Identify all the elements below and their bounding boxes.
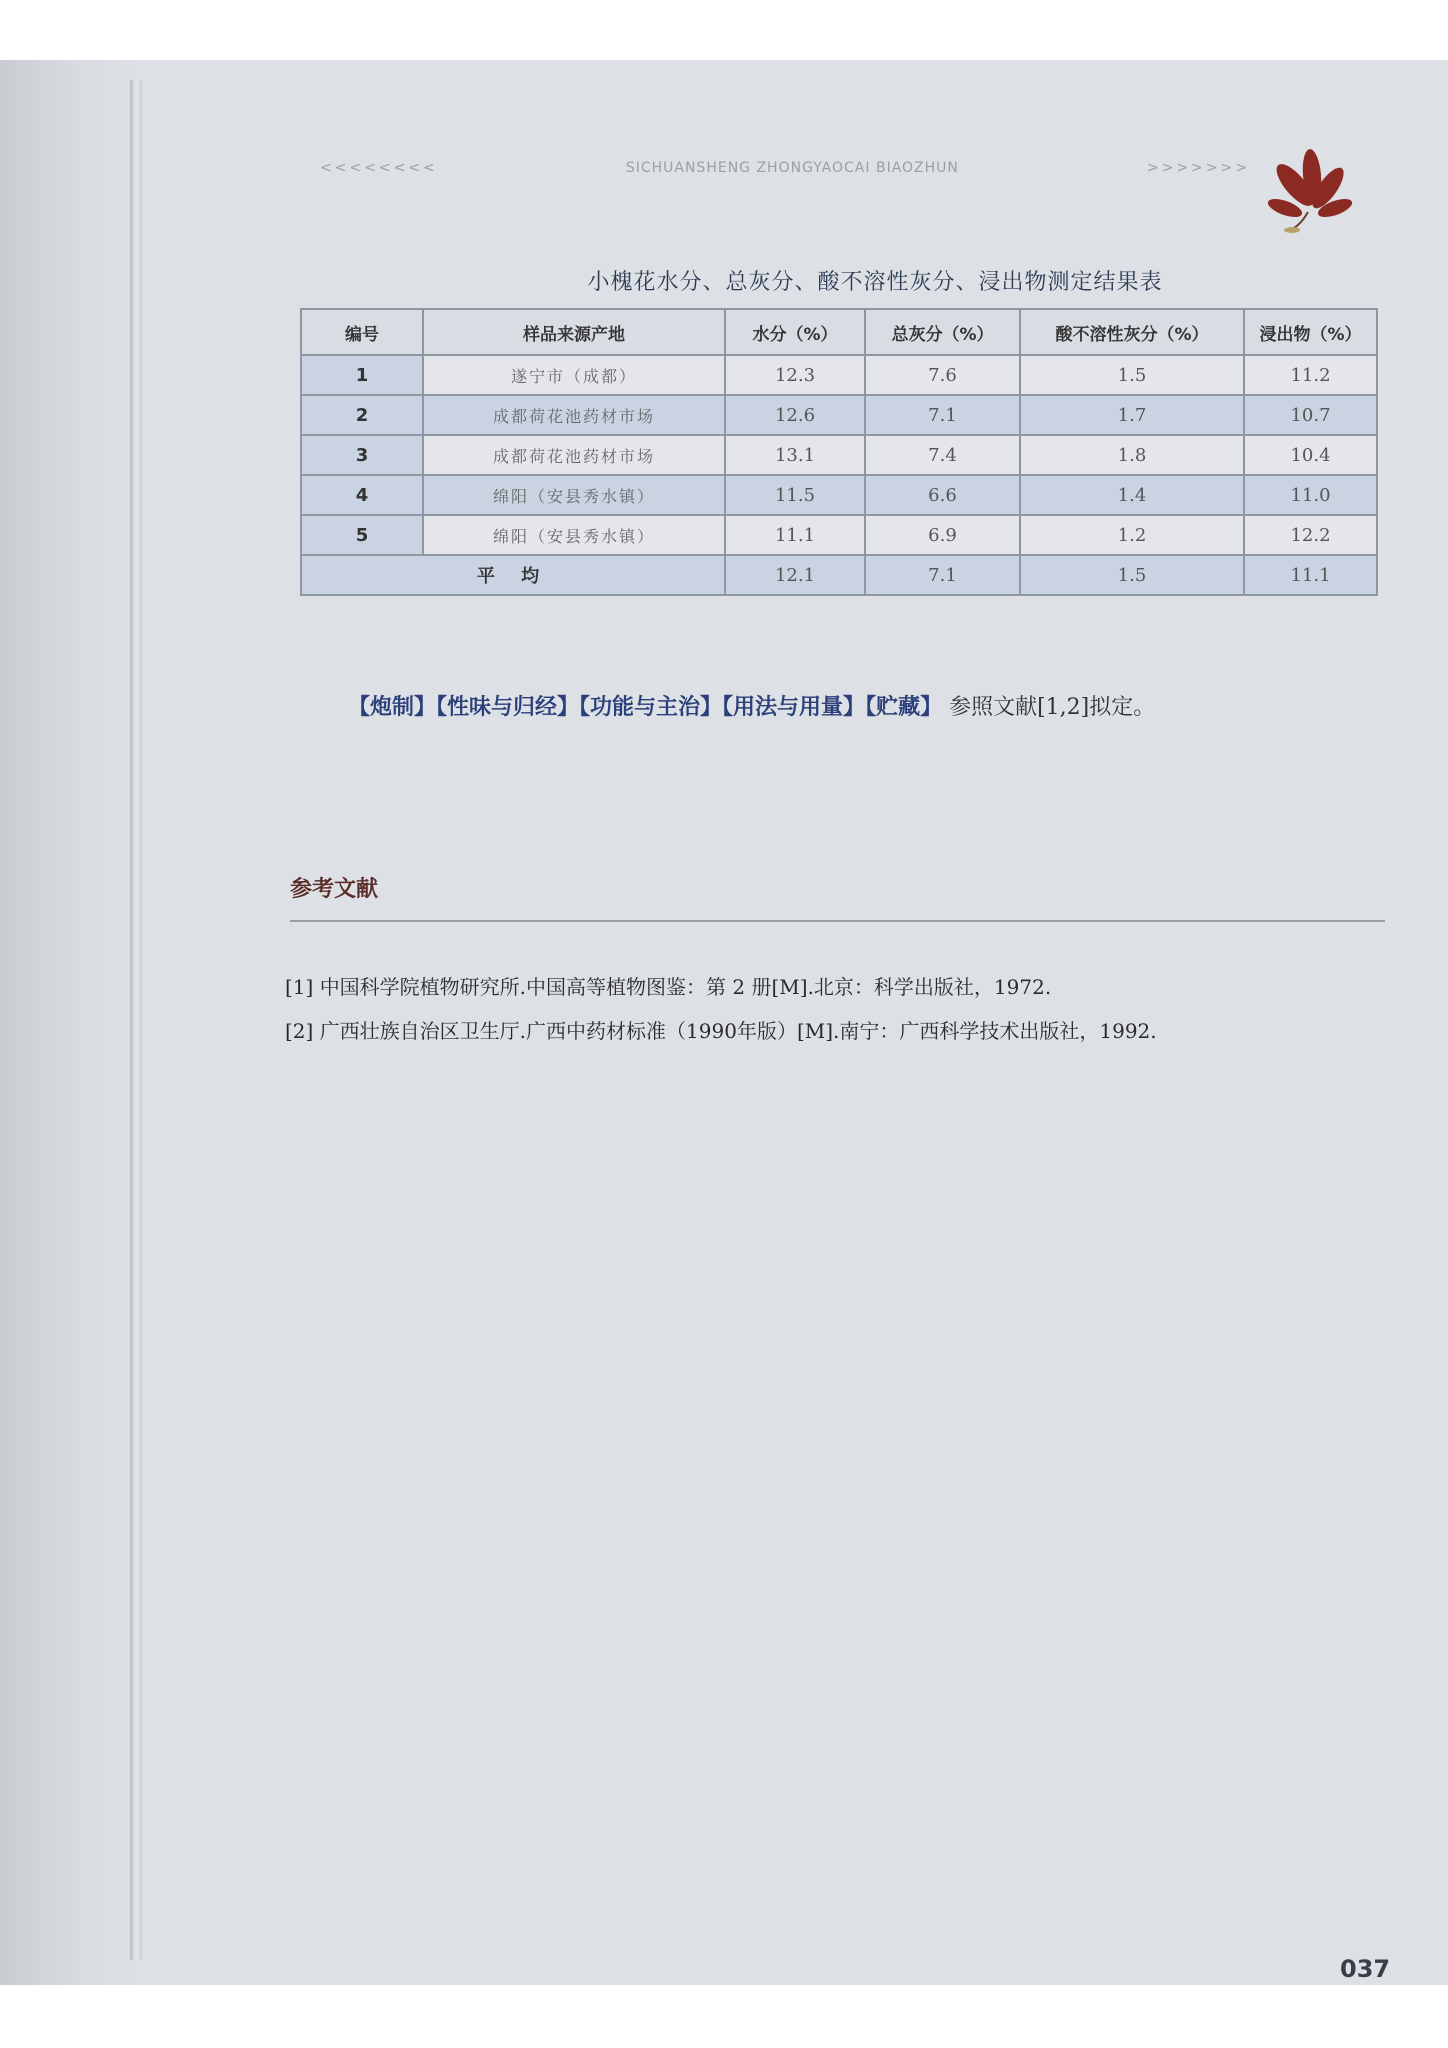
cell-extract: 10.4: [1244, 435, 1377, 475]
cell-extract: 12.2: [1244, 515, 1377, 555]
cell-acid-ash: 1.8: [1020, 435, 1244, 475]
cell-extract: 10.7: [1244, 395, 1377, 435]
page-left-margin: [0, 60, 140, 1985]
header-id: 编号: [301, 309, 423, 355]
processing-reference-note: 参照文献[1,2]拟定。: [949, 695, 1156, 720]
cell-moisture: 12.1: [725, 555, 865, 595]
cell-acid-ash: 1.2: [1020, 515, 1244, 555]
keyword-usage-dosage: 【用法与用量】: [722, 695, 866, 720]
cell-source: 绵阳（安县秀水镇）: [423, 475, 725, 515]
cell-moisture: 12.3: [725, 355, 865, 395]
cell-total-ash: 7.1: [865, 555, 1020, 595]
cell-total-ash: 7.6: [865, 355, 1020, 395]
cell-id: 2: [301, 395, 423, 435]
header-acid-ash: 酸不溶性灰分（%）: [1020, 309, 1244, 355]
table-header-row: [301, 309, 1377, 355]
header-source: 样品来源产地: [423, 309, 725, 355]
keyword-function-indication: 【功能与主治】: [579, 695, 723, 720]
keyword-storage: 【贮藏】: [865, 695, 943, 720]
header-extract: 浸出物（%）: [1244, 309, 1377, 355]
cell-acid-ash: 1.5: [1020, 355, 1244, 395]
book-spine: [130, 80, 142, 1960]
cell-moisture: 13.1: [725, 435, 865, 475]
cell-source: 成都荷花池药材市场: [423, 395, 725, 435]
header-moisture: 水分（%）: [725, 309, 865, 355]
book-page: [0, 60, 1448, 1985]
cell-id: 3: [301, 435, 423, 475]
references-list: [285, 965, 1385, 1053]
running-head-text: SICHUANSHENG ZHONGYAOCAI BIAOZHUN: [625, 160, 959, 176]
table-row: [301, 395, 1377, 435]
cell-extract: 11.0: [1244, 475, 1377, 515]
table-row: [301, 355, 1377, 395]
table-row: [301, 475, 1377, 515]
cell-extract: 11.1: [1244, 555, 1377, 595]
cell-total-ash: 6.6: [865, 475, 1020, 515]
cell-acid-ash: 1.5: [1020, 555, 1244, 595]
cell-id: 4: [301, 475, 423, 515]
cell-total-ash: 6.9: [865, 515, 1020, 555]
references-heading: 参考文献: [290, 877, 379, 902]
references-divider: [290, 920, 1385, 922]
reference-item: [1] 中国科学院植物研究所.中国高等植物图鉴：第 2 册[M].北京：科学出版社，1972.: [285, 975, 1052, 999]
cell-extract: 11.2: [1244, 355, 1377, 395]
leaf-logo-icon: [1250, 130, 1360, 240]
cell-total-ash: 7.1: [865, 395, 1020, 435]
reference-item: [2] 广西壮族自治区卫生厅.广西中药材标准（1990年版）[M].南宁：广西科学技术出版社，1992.: [285, 1019, 1157, 1043]
running-head-left-ornament: <<<<<<<<: [320, 160, 438, 176]
table-title: 小槐花水分、总灰分、酸不溶性灰分、浸出物测定结果表: [587, 270, 1163, 295]
running-head-right-ornament: >>>>>>>: [1146, 160, 1250, 176]
table-average-row: [301, 555, 1377, 595]
results-table: [300, 308, 1378, 596]
cell-source: 成都荷花池药材市场: [423, 435, 725, 475]
running-head: [320, 160, 1250, 176]
keyword-processing: 【炮制】: [348, 695, 437, 720]
cell-acid-ash: 1.7: [1020, 395, 1244, 435]
cell-acid-ash: 1.4: [1020, 475, 1244, 515]
page-number: 037: [1340, 1955, 1391, 1983]
cell-id: 5: [301, 515, 423, 555]
cell-average-label: 平 均: [301, 555, 725, 595]
cell-moisture: 11.1: [725, 515, 865, 555]
header-total-ash: 总灰分（%）: [865, 309, 1020, 355]
cell-moisture: 12.6: [725, 395, 865, 435]
cell-source: 遂宁市（成都）: [423, 355, 725, 395]
cell-id: 1: [301, 355, 423, 395]
keyword-nature-meridian: 【性味与归经】: [436, 695, 580, 720]
processing-paragraph: [348, 690, 1398, 721]
table-row: [301, 515, 1377, 555]
cell-total-ash: 7.4: [865, 435, 1020, 475]
cell-source: 绵阳（安县秀水镇）: [423, 515, 725, 555]
table-row: [301, 435, 1377, 475]
cell-moisture: 11.5: [725, 475, 865, 515]
